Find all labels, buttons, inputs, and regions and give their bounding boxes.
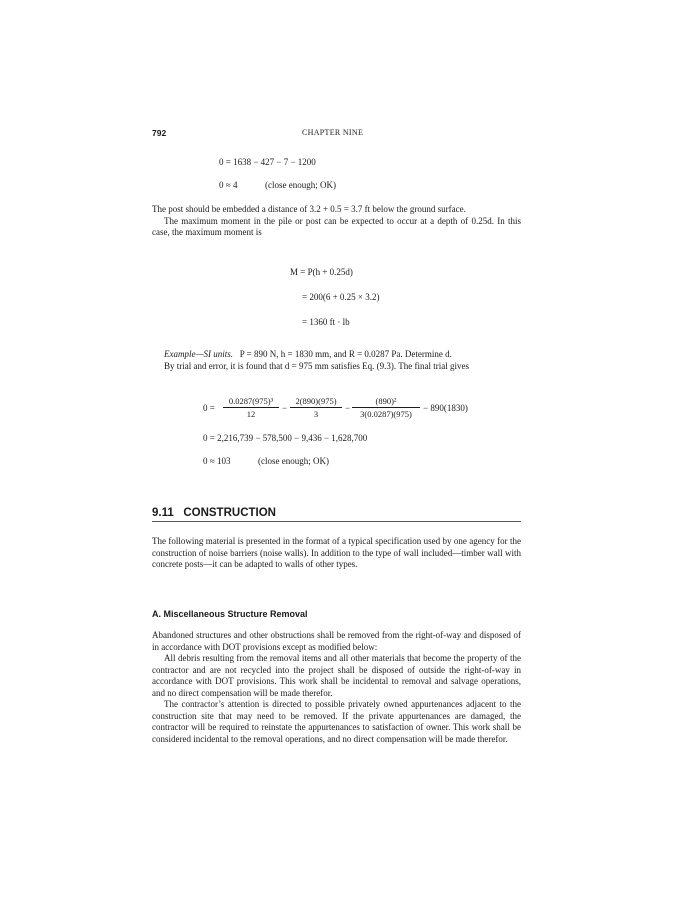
fraction [290, 396, 342, 420]
equation-line: − 890(1830) [423, 403, 468, 413]
paragraph-text: All debris resulting from the removal items and all other materials that become the property of the contractor and are not recycled into the project shall be disposed of outside the right-of-way in accordance with DOT provisions. This work shall be incidental to removal and salvage operations, and no direct compensation will be made therefor. [152, 653, 521, 698]
paragraph-text: The contractor’s attention is directed to possible privately owned appurtenances adjacent to the construction site that may need to be removed. If the private appurtenances are damaged, the contractor will be required to reinstate the appurtenances to satisfaction of owner. This work shall be considered incidental to the removal operations, and no direct compensation will be made therefor. [152, 699, 521, 744]
equation-line: 0 ≈ 4 [219, 180, 238, 190]
fraction [352, 396, 420, 420]
paragraph-text: Abandoned structures and other obstructions shall be removed from the right-of-way and disposed of in accordance with DOT provisions except as modified below: [152, 630, 521, 652]
equation-line: = 1360 ft · lb [302, 317, 350, 327]
subsection-heading: A. Miscellaneous Structure Removal [152, 609, 308, 619]
fraction-numerator: 2(890)(975) [290, 396, 342, 408]
equation-lhs: 0 = [203, 403, 215, 413]
example-label: Example—SI units. [164, 349, 233, 359]
equation-line: 0 ≈ 103 [203, 456, 231, 466]
fraction-numerator: (890)² [352, 396, 420, 408]
equation-note: (close enough; OK) [265, 180, 336, 190]
chapter-title: CHAPTER NINE [302, 128, 364, 137]
subsection-body [152, 630, 521, 745]
equation-operator: − [282, 403, 288, 413]
equation-line: 0 = 1638 − 427 − 7 − 1200 [219, 157, 316, 167]
fraction-denominator: 3 [313, 409, 319, 419]
equation-operator: − [345, 403, 351, 413]
fraction [223, 396, 279, 420]
section-intro [152, 536, 521, 571]
equation-line: = 200(6 + 0.25 × 3.2) [302, 292, 380, 302]
paragraph-text: By trial and error, it is found that d = 975 mm satisfies Eq. (9.3). The final trial gives [164, 360, 469, 371]
example-given: P = 890 N, h = 1830 mm, and R = 0.0287 Pa. Determine d. [239, 349, 452, 359]
paragraph-text: The maximum moment in the pile or post can be expected to occur at a depth of 0.25d. In this case, the maximum moment is [152, 215, 521, 237]
paragraph-text: The following material is presented in the format of a typical specification used by one agency for the construction of noise barriers (noise walls). In addition to the type of wall included—timber wall with concrete posts—it can be adapted to walls of other types. [152, 536, 521, 569]
page-number: 792 [152, 128, 167, 138]
equation-line: M = P(h + 0.25d) [290, 267, 353, 277]
paragraph-text: The post should be embedded a distance of 3.2 + 0.5 = 3.7 ft below the ground surface. [152, 204, 466, 214]
section-rule [152, 521, 521, 522]
fraction-denominator: 12 [246, 409, 256, 419]
equation-line: 0 = 2,216,739 − 578,500 − 9,436 − 1,628,700 [203, 433, 368, 443]
fraction-denominator: 3(0.0287)(975) [360, 409, 412, 419]
equation-note: (close enough; OK) [258, 456, 329, 466]
section-heading: 9.11 CONSTRUCTION [152, 507, 276, 519]
fraction-numerator: 0.0287(975)³ [223, 396, 279, 408]
example-paragraph [152, 349, 521, 372]
body-paragraph [152, 204, 521, 239]
